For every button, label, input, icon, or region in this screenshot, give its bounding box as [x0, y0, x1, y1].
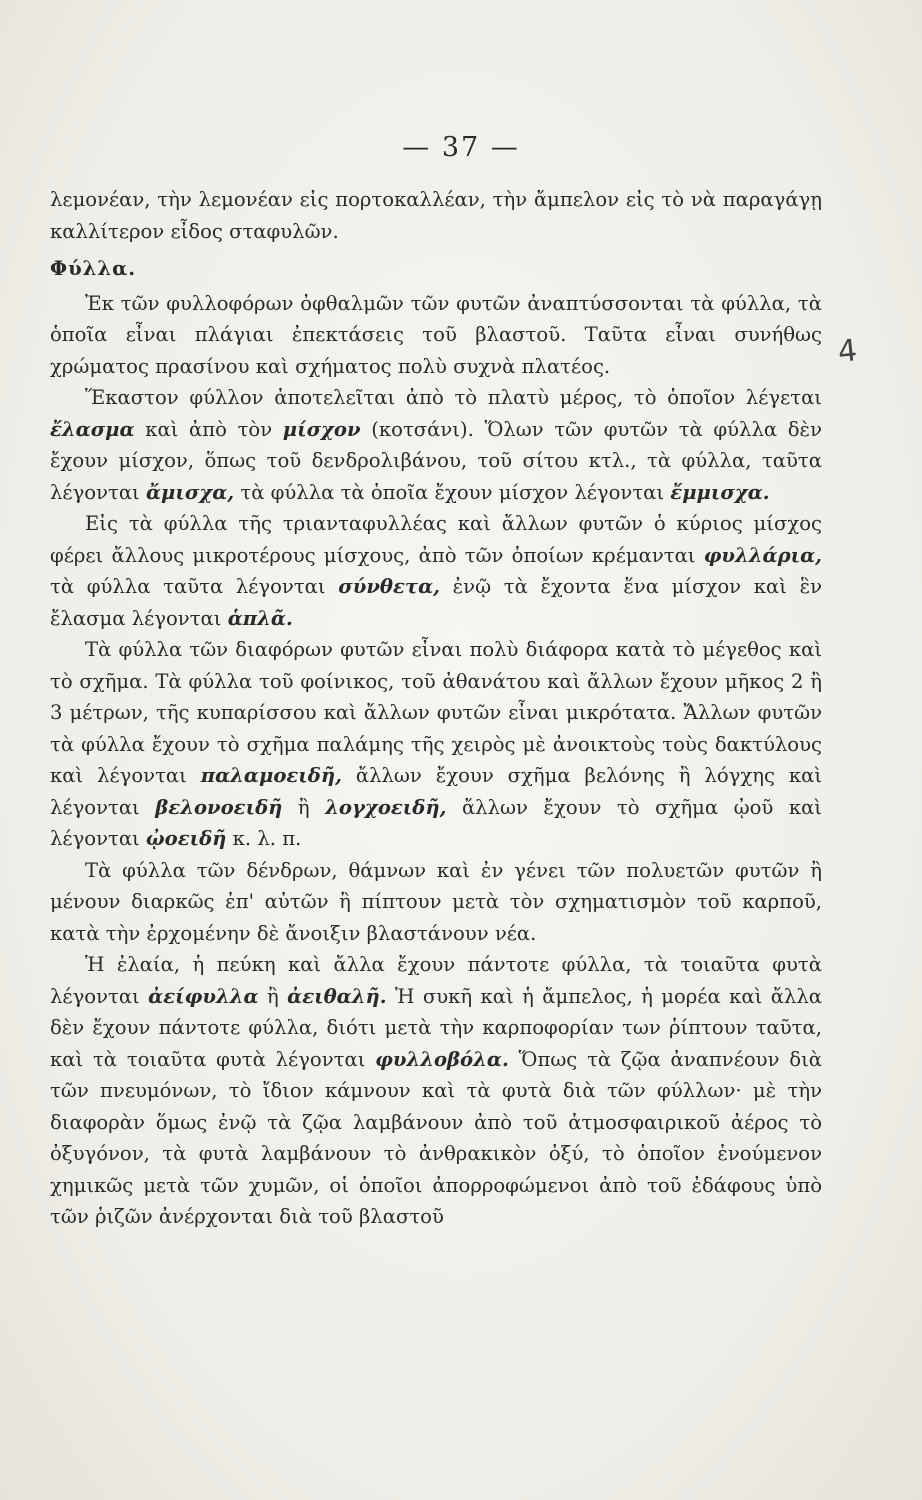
text-run: Τὰ φύλλα τῶν διαφόρων φυτῶν εἶναι πολὺ διάφορα κατὰ τὸ μέγεθος καὶ τὸ σχῆμα. Τὰ φύλλα τοῦ φοίνικος, τοῦ ἀθανάτου καὶ ἄλλων ἔχουν μῆκος 2 ἢ 3 μέτρων, τῆς κυπαρίσσου καὶ ἄλλων φυτῶν εἶναι μικρότατα. Ἄλλων φυτῶν τὰ φύλλα ἔχουν τὸ σχῆμα παλάμης τῆς χειρὸς μὲ ἀνοικτοὺς τοὺς δακτύλους καὶ λέγονται: [50, 638, 822, 787]
text-run: ἐνῷ τὰ ἔχοντα ἕνα μίσχον καὶ ἓν ἔλασμα λέγονται: [50, 575, 822, 630]
text-run: κ. λ. π.: [226, 827, 302, 850]
term-fyllobola: φυλλοβόλα.: [375, 1047, 509, 1071]
term-amischa: ἄμισχα,: [145, 480, 235, 504]
text-run: ἢ: [282, 795, 326, 819]
margin-annotation: 4: [836, 333, 859, 370]
body-text: [50, 184, 822, 1233]
paragraph-1: Ἐκ τῶν φυλλοφόρων ὀφθαλμῶν τῶν φυτῶν ἀναπτύσσονται τὰ φύλλα, τὰ ὁποῖα εἶναι πλάγιαι ἐπεκτάσεις τοῦ βλαστοῦ. Ταῦτα εἶναι συνήθως χρώματος πρασίνου καὶ σχήματος πολὺ συχνὰ πλατέος.: [50, 291, 822, 378]
term-apla: ἁπλᾶ.: [227, 606, 293, 630]
term-ooeidi: ᾠοειδῆ: [145, 827, 227, 850]
text-run: καὶ ἀπὸ τὸν: [134, 417, 283, 441]
paragraph-4: [50, 634, 822, 855]
text-run: Ἕκαστον φύλλον ἀποτελεῖται ἀπὸ τὸ πλατὺ μέρος, τὸ ὁποῖον λέγεται: [85, 386, 822, 409]
paragraph-5: Τὰ φύλλα τῶν δένδρων, θάμνων καὶ ἐν γένει τῶν πολυετῶν φυτῶν ἢ μένουν διαρκῶς ἐπ' αὐτῶν ἢ πίπτουν μετὰ τὸν σχηματισμὸν τοῦ καρποῦ, κατὰ τὴν ἐρχομένην δὲ ἄνοιξιν βλαστάνουν νέα.: [50, 858, 822, 945]
page-number: — 37 —: [402, 132, 520, 163]
paragraph-2: [50, 382, 822, 508]
term-mischos: μίσχον: [282, 417, 361, 441]
text-run: τὰ φύλλα τὰ ὁποῖα ἔχουν μίσχον λέγονται: [234, 480, 671, 504]
text-run: (κοτσάνι). Ὅλων τῶν φυτῶν τὰ φύλλα δὲν ἔχουν μίσχον, ὅπως τοῦ δενδρολιβάνου, τοῦ σίτου κτλ., τὰ φύλλα, ταῦτα λέγονται: [50, 417, 822, 504]
paragraph-3: [50, 508, 822, 634]
text-run: ἄλλων ἔχουν τὸ σχῆμα ᾠοῦ καὶ λέγονται: [50, 795, 822, 850]
term-fyllaria: φυλλάρια,: [703, 543, 822, 567]
term-emmischa: ἔμμισχα.: [670, 480, 770, 504]
term-aeithali: ἀειθαλῆ.: [287, 984, 387, 1008]
text-run: Ἡ συκῆ καὶ ἡ ἄμπελος, ἡ μορέα καὶ ἄλλα δὲν ἔχουν πάντοτε φύλλα, διότι μετὰ τὴν καρποφορίαν των ῥίπτουν ταῦτα, καὶ τὰ τοιαῦτα φυτὰ λέγονται: [50, 984, 822, 1071]
term-palamoeidi: παλαμοειδῆ,: [200, 764, 342, 787]
text-run: ἢ: [258, 984, 288, 1008]
term-logchoeidi: λογχοειδῆ,: [325, 795, 447, 819]
text-run: Εἰς τὰ φύλλα τῆς τριανταφυλλέας καὶ ἄλλων φυτῶν ὁ κύριος μίσχος φέρει ἄλλους μικροτέρους μίσχους, ἀπὸ τῶν ὁποίων κρέμανται: [50, 512, 822, 567]
text-run: Ὅπως τὰ ζῷα ἀναπνέουν διὰ τῶν πνευμόνων, τὸ ἴδιον κάμνουν καὶ τὰ φυτὰ διὰ τῶν φύλλων· μὲ τὴν διαφορὰν ὅμως ἐνῷ τὰ ζῷα λαμβάνουν ἀπὸ τοῦ ἀτμοσφαιρικοῦ ἀέρος τὸ ὀξυγόνον, τὰ φυτὰ λαμβάνουν τὸ ἀνθρακικὸν ὀξύ, τὸ ὁποῖον ἑνούμενον χημικῶς μετὰ τῶν χυμῶν, οἱ ὁποῖοι ἀπορροφώμενοι ἀπὸ τοῦ ἐδάφους ὑπὸ τῶν ῥιζῶν ἀνέρχονται διὰ τοῦ βλαστοῦ: [50, 1047, 822, 1228]
term-belonoeidi: βελονοειδῆ: [155, 795, 283, 819]
text-run: τὰ φύλλα ταῦτα λέγονται: [50, 575, 339, 598]
opening-paragraph: λεμονέαν, τὴν λεμονέαν εἰς πορτοκαλλέαν, τὴν ἄμπελον εἰς τὸ νὰ παραγάγῃ καλλίτερον εἶδος σταφυλῶν.: [50, 188, 822, 243]
term-aeifylla: ἀείφυλλα: [148, 984, 259, 1008]
section-heading: Φύλλα.: [50, 257, 137, 280]
term-syntheta: σύνθετα,: [338, 575, 440, 598]
term-elasma: ἔλασμα: [50, 417, 135, 441]
paragraph-6: [50, 949, 822, 1233]
text-run: ἄλλων ἔχουν σχῆμα βελόνης ἢ λόγχης καὶ λέγονται: [50, 764, 823, 819]
text-run: Ἡ ἐλαία, ἡ πεύκη καὶ ἄλλα ἔχουν πάντοτε φύλλα, τὰ τοιαῦτα φυτὰ λέγονται: [50, 953, 822, 1008]
